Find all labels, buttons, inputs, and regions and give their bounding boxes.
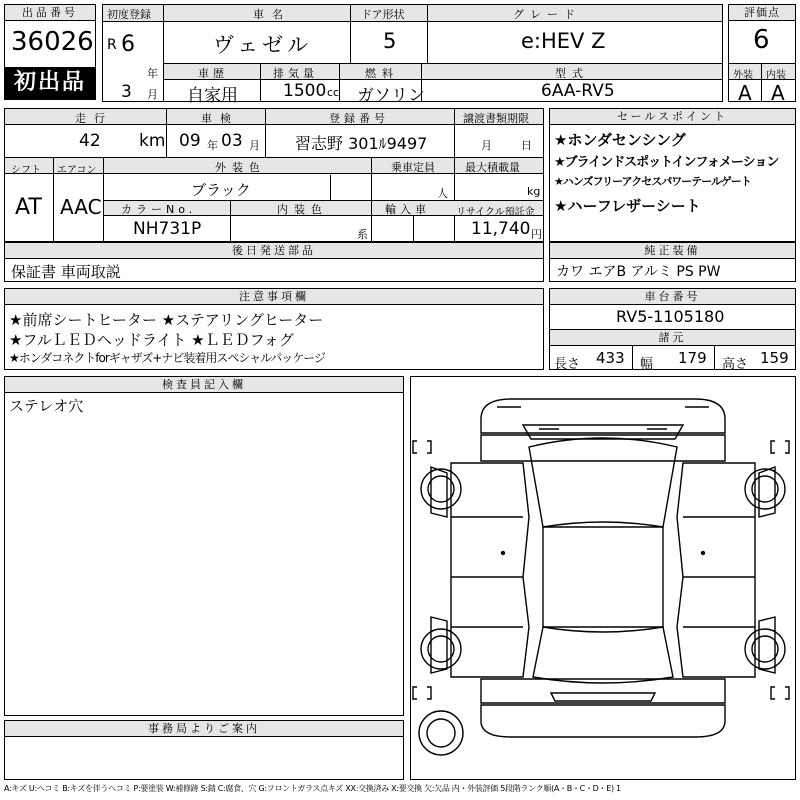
later-parts-value: 保証書 車両取説 (11, 263, 121, 281)
sales-points-box (549, 108, 796, 242)
chassis-box (549, 288, 796, 370)
displacement-label: 排気量 (273, 67, 318, 80)
inspection-label: 車検 (201, 112, 239, 125)
door-label: ドア形状 (361, 8, 405, 21)
mileage-value: 42 (79, 131, 101, 151)
notes-line: ★フルＬＥＤヘッドライト ★ＬＥＤフォグ (9, 331, 294, 349)
genuine-value: カワ エアB アルミ PS PW (556, 264, 721, 280)
inspector-box (4, 376, 404, 716)
sales-point-item: ★ハーフレザーシート (554, 197, 701, 215)
grade-value: e:HEV Z (521, 29, 606, 53)
later-parts-box (4, 242, 544, 282)
inspection-month: 03 (221, 131, 243, 151)
interior-grade: A (771, 81, 785, 105)
aircon-label: エアコン (57, 165, 97, 176)
transfer-day-unit: 日 (521, 139, 532, 152)
year-unit: 年 (147, 67, 158, 80)
lot-box (4, 4, 96, 100)
height-label: 高さ (722, 357, 749, 372)
first-listing-badge: 初出品 (5, 67, 95, 99)
model-value: 6AA-RV5 (541, 81, 615, 101)
registration-year: 6 (121, 32, 135, 57)
chassis-value: RV5-1105180 (616, 307, 725, 326)
sales-points-label: セールスポイント (550, 109, 795, 125)
mileage-unit: km (139, 131, 166, 151)
exterior-color-label: 外装色 (215, 161, 266, 174)
inspection-year-unit: 年 (207, 139, 218, 152)
later-parts-label: 後日発送部品 (5, 243, 543, 259)
interior-color-label: 内装色 (277, 203, 328, 216)
score-box (728, 4, 796, 105)
displacement-unit: cc (327, 86, 340, 99)
width-value: 179 (678, 349, 707, 367)
load-label: 最大積載量 (465, 161, 520, 174)
legend: A:キズ U:ヘコミ B:キズを伴うヘコミ P:要塗装 W:補修跡 S:錆 C:腐食、穴 G:フロントガラス点キズ XX:交換済み X:要交換 欠:欠品 内・外装評価 5段階ランク順(A・B・C・D・E) 1 (4, 784, 621, 793)
main-info-box (102, 4, 723, 106)
lot-number: 36026 (11, 27, 94, 57)
color-no-label: カラーNo. (121, 203, 197, 216)
displacement-value: 1500 (283, 81, 327, 101)
notes-box (4, 288, 544, 370)
transfer-month-unit: 月 (481, 139, 492, 152)
inspection-month-unit: 月 (249, 139, 260, 152)
length-label: 長さ (554, 357, 581, 372)
details-box (4, 108, 544, 242)
recycle-label: リサイクル預託金 (456, 207, 535, 218)
sales-point-item: ★ブラインドスポットインフォメーション (554, 155, 779, 170)
score-label: 評価点 (729, 5, 795, 21)
recycle-value: 11,740 (471, 219, 531, 239)
office-box (4, 720, 404, 780)
width-label: 幅 (640, 357, 654, 372)
load-unit: kg (527, 185, 541, 198)
transfer-label: 譲渡書類期限 (463, 112, 529, 125)
inspection-year: 09 (179, 131, 201, 151)
registration-month: 3 (121, 82, 132, 102)
chassis-label: 車台番号 (550, 289, 795, 305)
lot-label: 出品番号 (5, 5, 95, 21)
exterior-color-value: ブラック (191, 181, 251, 199)
notes-line: ★ホンダコネクトforギャザズ+ナビ装着用スペシャルパッケージ (9, 351, 326, 365)
aircon-value: AAC (60, 195, 102, 219)
car-diagram-box (410, 376, 796, 780)
grade-label: グレード (513, 8, 581, 21)
month-unit: 月 (147, 88, 158, 101)
era: R (107, 37, 117, 53)
model-label: 型式 (555, 67, 589, 80)
inspector-label: 検査員記入欄 (5, 377, 403, 393)
history-value: 自家用 (187, 86, 238, 106)
import-label: 輸入車 (385, 203, 430, 216)
mileage-label: 走行 (75, 112, 113, 125)
genuine-box (549, 242, 796, 282)
fuel-label: 燃料 (365, 67, 399, 80)
inspector-value: ステレオ穴 (9, 397, 84, 415)
sales-point-item: ★ハンズフリーアクセスパワーテールゲート (554, 175, 751, 188)
genuine-label: 純正装備 (550, 243, 795, 259)
dimensions-label: 諸元 (550, 330, 795, 346)
door-value: 5 (383, 29, 397, 53)
history-label: 車歴 (198, 67, 228, 80)
fuel-value: ガソリン (357, 86, 425, 106)
recycle-unit: 円 (531, 228, 542, 241)
interior-label: 内装 (766, 70, 786, 81)
color-no-value: NH731P (133, 219, 202, 239)
interior-color-unit: 系 (357, 228, 368, 241)
car-diagram (411, 377, 795, 779)
exterior-grade: A (738, 81, 752, 105)
plate-value: 習志野 301ﾙ9497 (295, 134, 428, 153)
car-name-label: 車名 (253, 8, 291, 21)
shift-value: AT (15, 195, 42, 220)
office-label: 事務局よりご案内 (5, 721, 403, 737)
sales-point-item: ★ホンダセンシング (554, 131, 686, 149)
registration-label: 初度登録 (107, 8, 151, 21)
score-value: 6 (753, 25, 770, 55)
height-value: 159 (760, 349, 789, 367)
exterior-label: 外装 (733, 70, 753, 81)
notes-label: 注意事項欄 (5, 289, 543, 305)
notes-line: ★前席シートヒーター ★ステアリングヒーター (9, 311, 324, 329)
length-value: 433 (596, 349, 625, 367)
capacity-label: 乗車定員 (391, 161, 435, 174)
plate-label: 登録番号 (329, 112, 389, 125)
capacity-unit: 人 (437, 187, 448, 200)
shift-label: シフト (11, 165, 41, 176)
car-name: ヴェゼル (213, 33, 313, 57)
